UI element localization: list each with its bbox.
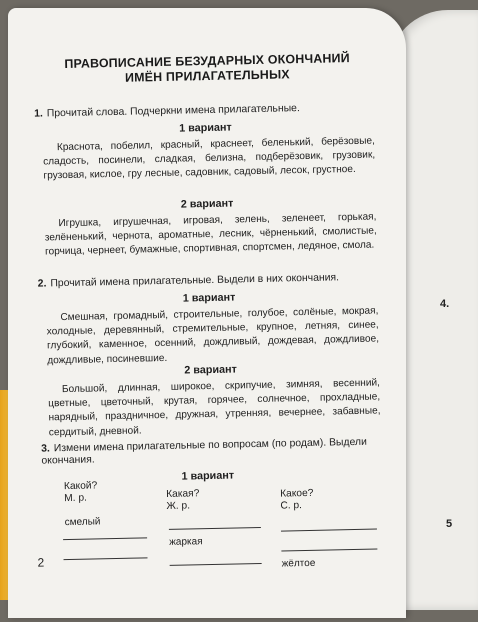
- word-list: Смешная, громадный, строительные, голубое, солёные, мокрая, холодные, деревянный, стремительные, крупное, летняя, синее, глубокий, каменное, осенний, дождливый, дождевая, дождливое, дождливые, посиневшие.: [46, 305, 380, 367]
- task-text: Прочитай слова. Подчеркни имена прилагательные.: [46, 103, 300, 120]
- answer-line[interactable]: [64, 557, 148, 560]
- gender-label: М. р.: [64, 492, 88, 505]
- task-text: Прочитай имена прилагательные. Выдели в них окончания.: [50, 272, 340, 290]
- column-header-feminine: [166, 488, 200, 513]
- given-word: жаркая: [169, 536, 203, 548]
- title-line-1: ПРАВОПИСАНИЕ БЕЗУДАРНЫХ ОКОНЧАНИЙ: [64, 51, 350, 71]
- page-number: 2: [37, 555, 45, 570]
- gender-label: С. р.: [280, 500, 303, 512]
- column-header-masculine: [64, 480, 98, 505]
- word-list: Большой, длинная, широкое, скрипучие, зимняя, весенний, цветные, цветочный, крутая, горячее, солнечное, прохладные, нарядный, праздничное, дружная, утренняя, вечернее, забавные, сердитый, дневной.: [48, 377, 381, 439]
- next-page-fragment: 5: [446, 518, 453, 530]
- gender-label: Ж. р.: [166, 500, 191, 512]
- task-number: 2.: [37, 278, 47, 290]
- page-content: [8, 4, 419, 622]
- task-number: 3.: [41, 443, 50, 455]
- answer-line[interactable]: [63, 537, 147, 540]
- given-word: жёлтое: [281, 557, 316, 570]
- answer-line[interactable]: [169, 527, 261, 530]
- title-line-2: ИМЁН ПРИЛАГАТЕЛЬНЫХ: [124, 67, 290, 85]
- answer-line[interactable]: [281, 549, 377, 552]
- column-header-neuter: [280, 488, 314, 513]
- next-page-fragment: 4.: [440, 298, 450, 310]
- task-1-instruction: [34, 101, 374, 121]
- given-word: смелый: [64, 516, 101, 529]
- task-2-instruction: [38, 270, 378, 290]
- word-list: Краснота, побелил, красный, краснеет, беленький, берёзовые, сладость, посинели, сладкая, белизна, подберёзовик, грузовик, грузовая, кислое, гру лесные, садовник, садовый, лесок, грустное.: [43, 135, 376, 182]
- question-label: Какое?: [280, 487, 314, 500]
- page-title: [49, 51, 366, 88]
- question-label: Какая?: [166, 488, 200, 500]
- variant-heading: 1 вариант: [179, 121, 232, 135]
- task-text: Измени имена прилагательные по вопросам (по родам). Выдели окончания.: [41, 436, 367, 467]
- question-label: Какой?: [63, 480, 98, 493]
- variant-heading: 2 вариант: [180, 197, 234, 211]
- variant-heading: 1 вариант: [182, 291, 236, 305]
- task-3-instruction: [41, 437, 371, 468]
- variant-heading: 1 вариант: [181, 469, 235, 483]
- variant-heading: 2 вариант: [184, 363, 237, 377]
- task-number: 1.: [34, 108, 43, 120]
- word-list: Игрушка, игрушечная, игровая, зелень, зеленеет, горькая, зелёненький, чернота, ароматные, лесник, чёрненький, смолистые, горчица, чернеет, бумажные, спортивная, спортсмен, ледяное, смола.: [44, 211, 377, 258]
- answer-line[interactable]: [281, 529, 377, 532]
- workbook-page: [8, 8, 406, 618]
- answer-line[interactable]: [170, 563, 262, 566]
